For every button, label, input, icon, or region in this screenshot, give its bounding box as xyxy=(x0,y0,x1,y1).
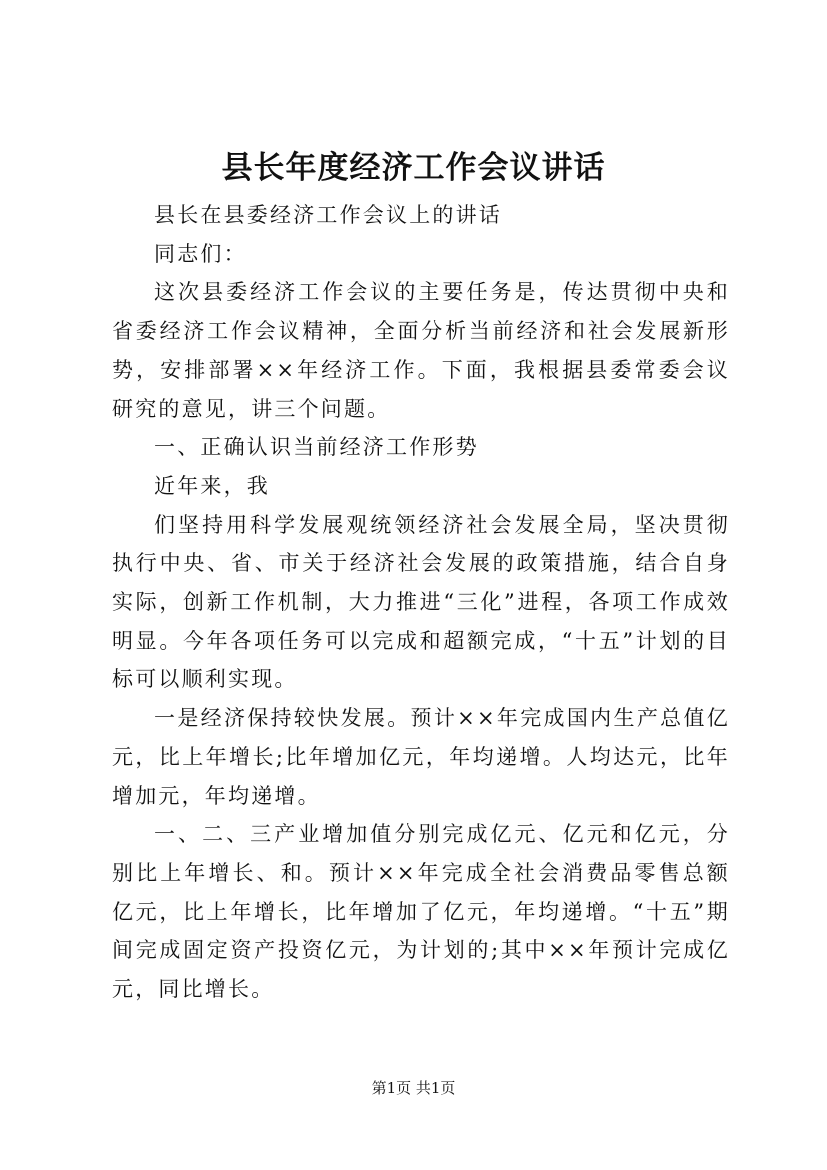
paragraph: 这次县委经济工作会议的主要任务是，传达贯彻中央和省委经济工作会议精神，全面分析当前经济和社会发展新形势，安排部署××年经济工作。下面，我根据县委常委会议研究的意见，讲三个问题。 xyxy=(112,280,730,421)
document-body xyxy=(112,196,730,1009)
document-title: 县长年度经济工作会议讲话 xyxy=(221,150,606,186)
paragraph: 一、二、三产业增加值分别完成亿元、亿元和亿元，分别比上年增长、和。预计××年完成全社会消费品零售总额亿元，比上年增长，比年增加了亿元，年均递增。“十五”期间完成固定资产投资亿元，为计划的;其中××年预计完成亿元，同比增长。 xyxy=(112,822,730,1002)
paragraph: 近年来，我 xyxy=(154,473,270,498)
page-footer: 第1页 共1页 xyxy=(371,1079,456,1097)
paragraph: 一是经济保持较快发展。预计××年完成国内生产总值亿元，比上年增长;比年增加亿元，年均递增。人均达元，比年增加元，年均递增。 xyxy=(112,706,730,808)
paragraph: 县长在县委经济工作会议上的讲话 xyxy=(154,203,502,227)
section-heading: 一、正确认识当前经济工作形势 xyxy=(154,435,479,460)
paragraph: 们坚持用科学发展观统领经济社会发展全局，坚决贯彻执行中央、省、市关于经济社会发展的政策措施，结合自身实际，创新工作机制，大力推进“三化”进程，各项工作成效明显。今年各项任务可以完成和超额完成，“十五”计划的目标可以顺利实现。 xyxy=(112,512,730,692)
paragraph: 同志们： xyxy=(154,241,247,266)
